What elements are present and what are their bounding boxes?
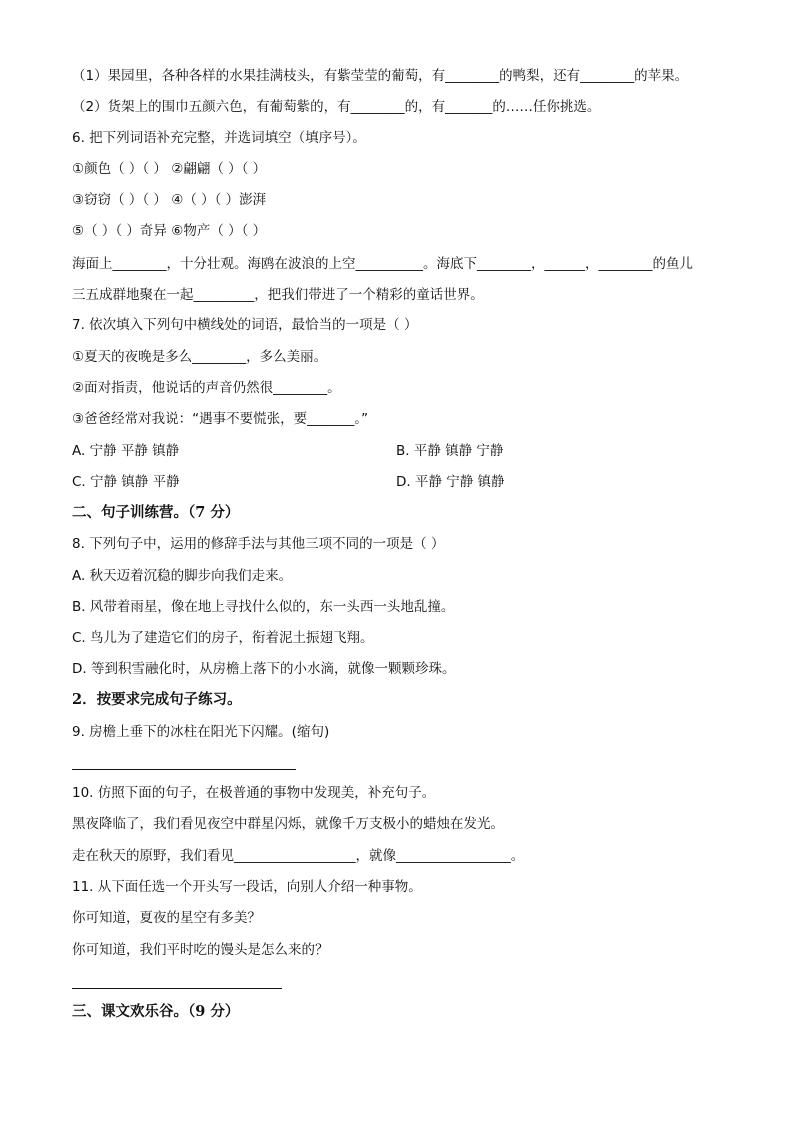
section-heading: 二、句子训练营。（7 分） (72, 504, 240, 521)
text-line: 7. 依次填入下列句中横线处的词语，最恰当的一项是（ ） (72, 317, 418, 333)
text-line: 你可知道，我们平时吃的馒头是怎么来的？ (72, 942, 329, 958)
answer-line[interactable] (72, 769, 296, 770)
text-line: 10. 仿照下面的句子，在极普通的事物中发现美，补充句子。 (72, 785, 436, 801)
text-line: 黑夜降临了，我们看见夜空中群星闪烁，就像千万支极小的蜡烛在发光。 (72, 816, 504, 832)
text-line: 海面上________，十分壮观。海鸥在波浪的上空__________。海底下________，______，________的鱼儿 (72, 256, 693, 272)
section-heading: 2．按要求完成句子练习。 (72, 691, 242, 708)
text-line: D. 等到积雪融化时，从房檐上落下的小水滴，就像一颗颗珍珠。 (72, 661, 456, 677)
text-line: ⑤（ ）（ ）奇异 ⑥物产（ ）（ ） (72, 223, 267, 239)
text-line: （1）果园里，各种各样的水果挂满枝头，有紫莹莹的葡萄，有________的鸭梨，还有________的苹果。 (72, 68, 689, 84)
text-line: 11. 从下面任选一个开头写一段话，向别人介绍一种事物。 (72, 879, 422, 895)
text-line: ③窃窃（ ）（ ） ④（ ）（ ）澎湃 (72, 192, 267, 208)
text-line: 三五成群地聚在一起_________，把我们带进了一个精彩的童话世界。 (72, 287, 484, 303)
option-right: D. 平静 宁静 镇静 (396, 474, 505, 490)
text-line: 你可知道，夏夜的星空有多美？ (72, 910, 261, 926)
text-line: （2）货架上的围巾五颜六色，有葡萄紫的，有________的，有_______的……任你挑选。 (72, 99, 601, 115)
option-right: B. 平静 镇静 宁静 (396, 443, 504, 459)
text-line: ②面对指责，他说话的声音仍然很________。 (72, 380, 341, 396)
option-left: A. 宁静 平静 镇静 (72, 443, 180, 459)
text-line: A. 秋天迈着沉稳的脚步向我们走来。 (72, 568, 293, 584)
text-line: 走在秋天的原野，我们看见__________________，就像_________________。 (72, 848, 525, 864)
text-line: B. 风带着雨星，像在地上寻找什么似的，东一头西一头地乱撞。 (72, 599, 455, 615)
text-line: 9. 房檐上垂下的冰柱在阳光下闪耀。(缩句) (72, 724, 330, 740)
text-line: 8. 下列句子中，运用的修辞手法与其他三项不同的一项是（ ） (72, 536, 445, 552)
text-line: ①颜色（ ）（ ） ②翩翩（ ）（ ） (72, 161, 267, 177)
answer-line[interactable] (72, 988, 282, 989)
text-line: ③爸爸经常对我说：“遇事不要慌张，要_______。” (72, 411, 369, 427)
text-line: ①夏天的夜晚是多么________，多么美丽。 (72, 349, 328, 365)
section-heading: 三、课文欢乐谷。（9 分） (72, 1003, 240, 1020)
text-line: 6. 把下列词语补充完整，并选词填空（填序号）。 (72, 130, 366, 146)
option-left: C. 宁静 镇静 平静 (72, 474, 180, 490)
text-line: C. 鸟儿为了建造它们的房子，衔着泥土振翅飞翔。 (72, 630, 374, 646)
